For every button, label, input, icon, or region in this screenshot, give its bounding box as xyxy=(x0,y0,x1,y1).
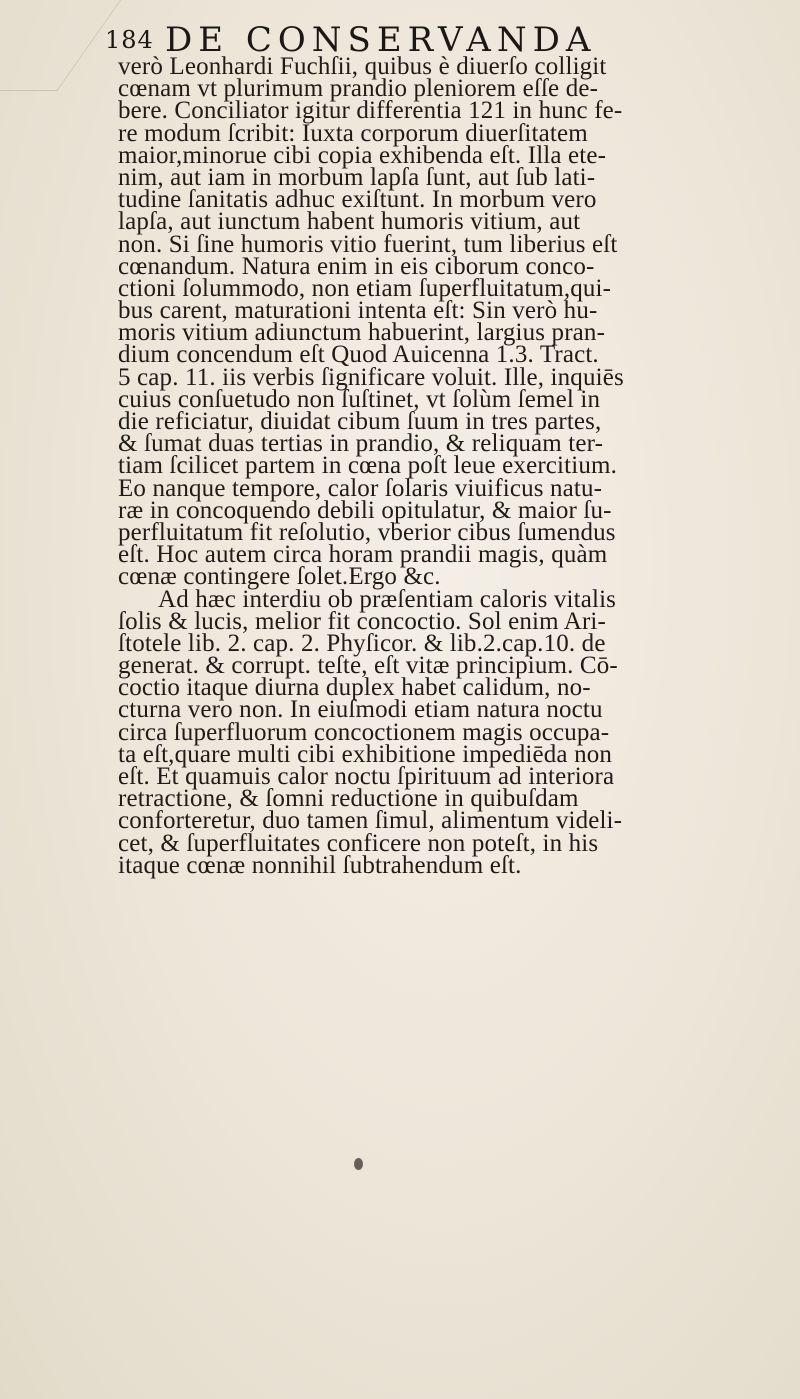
text-line: moris vitium adiunctum habuerint, largius pran- xyxy=(118,319,606,347)
text-line: cuius conſuetudo non ſuſtinet, vt ſolùm ſemel in xyxy=(118,385,601,413)
text-line: die reficiatur, diuidat cibum ſuum in tres partes, xyxy=(118,408,602,435)
text-line: ræ in concoquendo debili opitulatur, & maior ſu- xyxy=(118,496,612,524)
text-line: ta eſt,quare multi cibi exhibitione impediēda non xyxy=(118,740,613,768)
text-line: lapſa, aut iunctum habent humoris vitium, aut xyxy=(118,208,581,236)
text-line: ſolis & lucis, melior fit concoctio. Sol enim Ari- xyxy=(118,607,606,635)
text-line: conforteretur, duo tamen ſimul, alimentum videli- xyxy=(118,807,623,835)
text-line: ctioni ſolummodo, non etiam ſuperfluitatum,qui- xyxy=(118,274,612,302)
text-line: cœnæ contingere ſolet.Ergo &c. xyxy=(118,563,441,591)
text-line: tudine ſanitatis adhuc exiſtunt. In morbum vero xyxy=(118,186,597,214)
page-fold-shadow xyxy=(0,0,121,91)
text-line: bus carent, maturationi intenta eſt: Sin verò hu- xyxy=(118,297,598,325)
page-number: 184 xyxy=(105,26,154,54)
text-line: itaque cœnæ nonnihil ſubtrahendum eſt. xyxy=(118,851,522,879)
text-line: tiam ſcilicet partem in cœna poſt leue exercitium. xyxy=(118,452,617,480)
text-line: maior,minorue cibi copia exhibenda eſt. Illa ete- xyxy=(118,141,607,169)
text-line: & ſumat duas tertias in prandio, & reliquam ter- xyxy=(118,430,604,458)
text-line: circa ſuperfluorum concoctionem magis occupa- xyxy=(118,718,610,746)
paragraph-2 xyxy=(118,585,798,879)
text-line: non. Si ſine humoris vitio fuerint, tum liberius eſt xyxy=(118,230,618,258)
ink-speck xyxy=(354,1158,363,1170)
text-line: cœnandum. Natura enim in eis ciborum conco- xyxy=(118,252,595,280)
body-text xyxy=(118,53,798,879)
text-line: cœnam vt plurimum prandio pleniorem eſſe de- xyxy=(118,75,599,103)
text-line: coctio itaque diurna duplex habet calidum, no- xyxy=(118,674,591,702)
text-line: 5 cap. 11. iis verbis ſignificare voluit. Ille, inquiēs xyxy=(118,363,624,391)
text-line: retractione, & ſomni reductione in quibuſdam xyxy=(118,785,579,813)
running-head: DE CONSERVANDA xyxy=(165,20,597,60)
text-line: Eo nanque tempore, calor ſolaris viuificus natu- xyxy=(118,474,603,502)
text-line: perfluitatum fit reſolutio, vberior cibus ſumendus xyxy=(118,518,616,546)
text-line: verò Leonhardi Fuchſii, quibus è diuerſo colligit xyxy=(118,53,607,80)
paragraph-1 xyxy=(118,53,798,591)
text-line: cturna vero non. In eiuſmodi etiam natura noctu xyxy=(118,696,603,724)
text-line: generat. & corrupt. teſte, eſt vitæ principium. Cō- xyxy=(118,652,618,680)
text-line: Ad hæc interdiu ob præſentiam caloris vitalis xyxy=(158,585,617,613)
text-line: dium concendum eſt Quod Auicenna 1.3. Tract. xyxy=(118,341,599,369)
text-line: eſt. Hoc autem circa horam prandii magis, quàm xyxy=(118,541,608,569)
text-line: ſtotele lib. 2. cap. 2. Phyſicor. & lib.2.cap.10. de xyxy=(118,629,606,657)
text-line: nim, aut iam in morbum lapſa ſunt, aut ſub lati- xyxy=(118,163,596,191)
text-line: cet, & ſuperfluitates conficere non poteſt, in his xyxy=(118,829,599,857)
text-line: eſt. Et quamuis calor noctu ſpirituum ad interiora xyxy=(118,763,615,790)
text-line: re modum ſcribit: Iuxta corporum diuerſitatem xyxy=(118,119,588,147)
text-line: bere. Conciliator igitur differentia 121 in hunc fe- xyxy=(118,97,623,125)
